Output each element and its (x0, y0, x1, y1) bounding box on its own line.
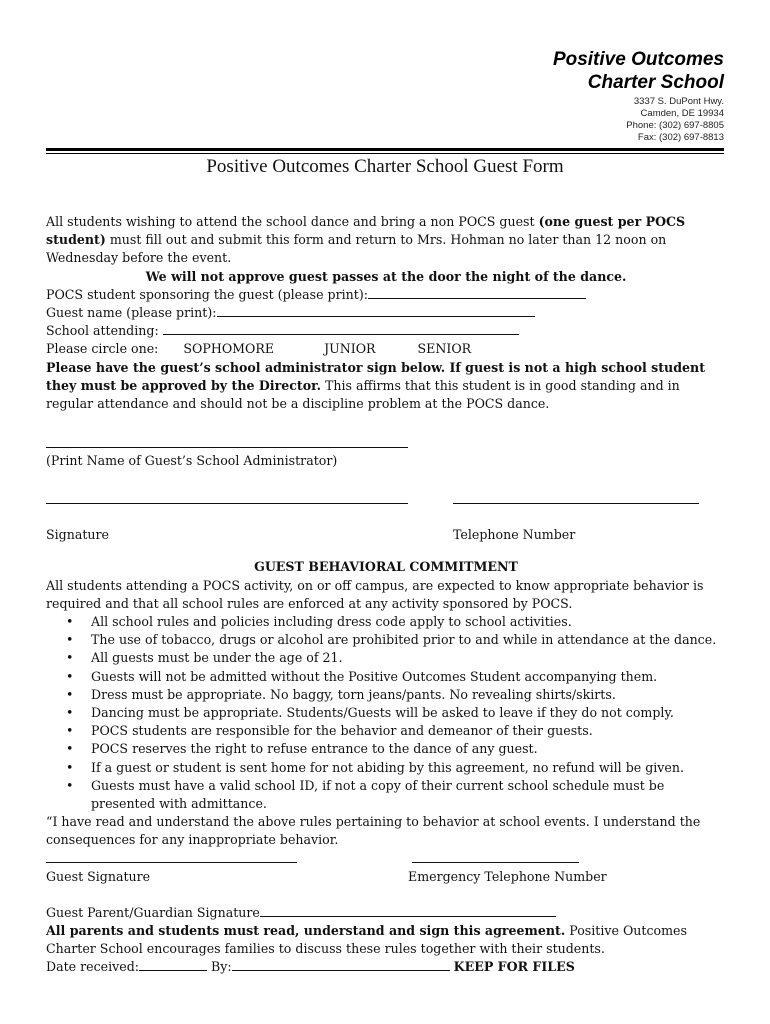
school-address (553, 96, 724, 144)
guest-name-input-line[interactable] (217, 304, 535, 317)
rules-list (46, 613, 726, 813)
admin-telephone-line[interactable] (453, 503, 699, 504)
parent-signature-label: Guest Parent/Guardian Signature (46, 904, 260, 920)
grade-junior[interactable]: JUNIOR (324, 341, 376, 357)
closing-bold: All parents and students must read, understand and sign this agreement. (46, 922, 566, 938)
guest-signature-label: Guest Signature (46, 868, 151, 884)
letterhead (553, 48, 724, 144)
keep-for-files-label: KEEP FOR FILES (453, 959, 575, 975)
admin-note-bold: Please have the guest’s school administrator sign below. If guest is not a high school student they must be approved by the Director. (46, 359, 706, 393)
form-title: Positive Outcomes Charter School Guest Form (206, 156, 564, 177)
rule-item: • The use of tobacco, drugs or alcohol are prohibited prior to and while in attendance at the dance. (91, 631, 726, 649)
address-street: 3337 S. DuPont Hwy. (633, 96, 724, 107)
admin-note (46, 359, 726, 414)
emergency-phone-label: Emergency Telephone Number (408, 868, 607, 884)
sponsor-field (46, 286, 726, 304)
guest-signature-labels (46, 868, 726, 886)
school-label: School attending: (46, 323, 159, 339)
intro-paragraph (46, 213, 726, 268)
school-name-line2: Charter School (587, 72, 724, 93)
header-divider-thin (46, 153, 724, 154)
date-received-line[interactable] (139, 958, 207, 971)
rule-item: • All guests must be under the age of 21. (91, 649, 726, 667)
admin-note-text: This affirms that this student is in good standing and in regular attendance and should not be a discipline problem at the POCS dance. (46, 377, 680, 412)
address-city: Camden, DE 19934 (640, 108, 724, 119)
grade-sophomore[interactable]: SOPHOMORE (183, 341, 275, 357)
circle-label: Please circle one: (46, 341, 159, 357)
grade-senior[interactable]: SENIOR (417, 341, 472, 357)
phone-number: Phone: (302) 697-8805 (626, 120, 724, 131)
rule-item: • Guests will not be admitted without the Positive Outcomes Student accompanying them. (91, 668, 726, 686)
intro-bold: (one guest per POCS student) (46, 214, 686, 248)
rule-item: • POCS reserves the right to refuse entrance to the dance of any guest. (91, 740, 726, 758)
office-use-row (46, 958, 726, 976)
rule-item: • All school rules and policies including dress code apply to school activities. (91, 613, 726, 631)
sponsor-label: POCS student sponsoring the guest (please print): (46, 286, 368, 302)
closing-text: Positive Outcomes Charter School encourages families to discuss these rules together with their students. (46, 922, 687, 957)
rule-item: • POCS students are responsible for the behavior and demeanor of their guests. (91, 722, 726, 740)
rule-item: • Dress must be appropriate. No baggy, torn jeans/pants. No revealing shirts/skirts. (91, 686, 726, 704)
fax-number: Fax: (302) 697-8813 (637, 132, 724, 143)
closing-paragraph (46, 922, 726, 958)
by-label: By: (211, 959, 232, 975)
school-name-line1: Positive Outcomes (552, 49, 724, 70)
rule-item: • Dancing must be appropriate. Students/Guests will be asked to leave if they do not comply. (91, 704, 726, 722)
acknowledgement: “I have read and understand the above rules pertaining to behavior at school events. I understand the consequences for any inappropriate behavior. (46, 814, 701, 848)
header-divider (46, 148, 724, 151)
guest-name-field (46, 304, 726, 322)
guest-name-label: Guest name (please print): (46, 305, 217, 321)
admin-name-line[interactable] (46, 447, 408, 448)
parent-signature-field (46, 904, 726, 922)
rule-item: • If a guest or student is sent home for not abiding by this agreement, no refund will be given. (91, 759, 726, 777)
admin-signature-labels (46, 526, 726, 544)
sponsor-input-line[interactable] (368, 286, 586, 299)
grade-field (46, 340, 726, 358)
commitment-heading: GUEST BEHAVIORAL COMMITMENT (254, 559, 518, 575)
guest-signature-row (46, 850, 726, 868)
admin-print-label: (Print Name of Guest’s School Administrator) (46, 453, 338, 469)
guest-signature-line[interactable] (46, 862, 297, 863)
school-input-line[interactable] (163, 322, 519, 335)
admin-signature-row (46, 470, 726, 526)
rule-item: • Guests must have a valid school ID, if not a copy of their current school schedule must be presented with admittance. (91, 777, 726, 813)
intro-text-1: All students wishing to attend the school dance and bring a non POCS guest (46, 214, 539, 229)
parent-signature-line[interactable] (260, 904, 556, 917)
form-body (46, 213, 726, 977)
signature-label: Signature (46, 527, 109, 543)
admin-signature-line[interactable] (46, 503, 408, 504)
telephone-label: Telephone Number (453, 527, 576, 543)
intro-text-2: must fill out and submit this form and return to Mrs. Hohman no later than 12 noon on Wednesday before the event. (46, 232, 667, 266)
date-received-label: Date received: (46, 959, 140, 975)
emergency-phone-line[interactable] (412, 862, 579, 863)
commitment-intro: All students attending a POCS activity, on or off campus, are expected to know appropriate behavior is required and that all school rules are enforced at any activity sponsored by POCS. (46, 577, 704, 611)
school-field (46, 322, 726, 340)
received-by-line[interactable] (232, 958, 450, 971)
door-warning: We will not approve guest passes at the door the night of the dance. (145, 268, 627, 284)
